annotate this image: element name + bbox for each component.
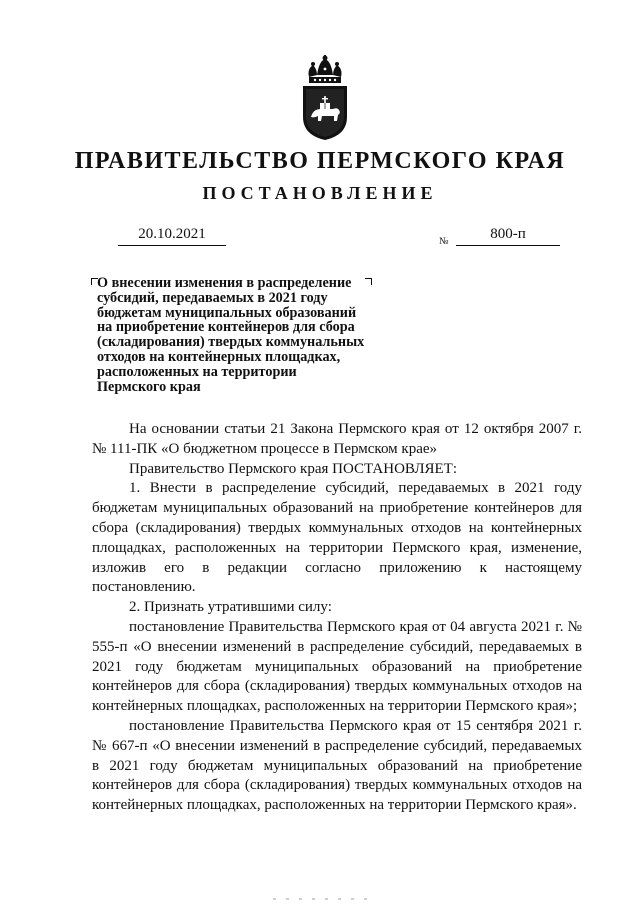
document-title [97, 276, 387, 394]
body-paragraph: постановление Правительства Пермского края от 04 августа 2021 г. № 555-п «О внесении изменений в распределение субсидий, передаваемых в 2021 году бюджетам муниципальных образований на приобретение контейнеров для сбора (складирования) твердых коммунальных отходов на контейнерных площадках, расположенных на территории Пермского края»; [92, 618, 582, 715]
document-date: 20.10.2021 [118, 226, 226, 246]
body-paragraph: 1. Внести в распределение субсидий, передаваемых в 2021 году бюджетам муниципальных образований на приобретение контейнеров для сбора (складирования) твердых коммунальных отходов на контейнерных площадках, расположенных на территории Пермского края, изменение, изложив его в редакции согласно приложению к настоящему постановлению. [92, 480, 582, 596]
document-body [92, 420, 582, 816]
title-line: бюджетам муниципальных образований [97, 304, 357, 321]
title-line: Пермского края [97, 378, 201, 395]
number-label: № [439, 236, 449, 247]
government-name: ПРАВИТЕЛЬСТВО ПЕРМСКОГО КРАЯ [74, 148, 566, 174]
title-line: О внесении изменения в распределение [97, 275, 352, 291]
body-paragraph: Правительство Пермского края ПОСТАНОВЛЯЕТ: [129, 460, 458, 477]
body-paragraph: 2. Признать утратившими силу: [129, 599, 332, 616]
document-number: 800-п [456, 226, 560, 246]
title-line: (складирования) твердых коммунальных [97, 334, 365, 351]
document-type: ПОСТАНОВЛЕНИЕ [202, 183, 438, 203]
scan-footer-marks [0, 893, 640, 905]
title-line: расположенных на территории [97, 363, 297, 380]
body-paragraph: постановление Правительства Пермского края от 15 сентября 2021 г. № 667-п «О внесении изменений в распределение субсидий, передаваемых в 2021 году бюджетам муниципальных образований на приобретение контейнеров для сбора (складирования) твердых коммунальных отходов на контейнерных площадках, расположенных на территории Пермского края». [92, 717, 582, 814]
title-line: отходов на контейнерных площадках, [97, 348, 341, 365]
title-line: на приобретение контейнеров для сбора [97, 319, 355, 336]
title-line: субсидий, передаваемых в 2021 году [97, 289, 328, 306]
coat-of-arms-emblem [295, 55, 355, 141]
body-paragraph: На основании статьи 21 Закона Пермского края от 12 октября 2007 г. № 111-ПК «О бюджетном процессе в Пермском крае» [92, 421, 582, 457]
